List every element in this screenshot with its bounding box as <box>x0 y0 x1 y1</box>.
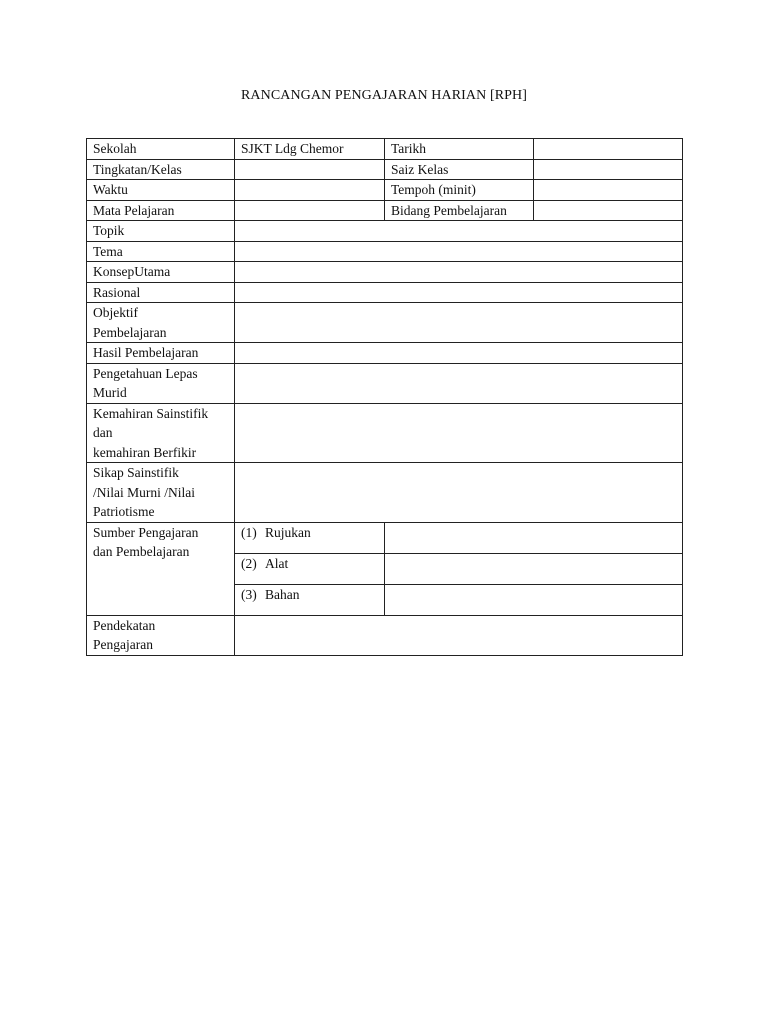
row-pendekatan <box>87 615 683 655</box>
label-topik: Topik <box>87 221 235 242</box>
label-tempoh: Tempoh (minit) <box>385 180 534 201</box>
row-mata-pelajaran <box>87 200 683 221</box>
label-rujukan <box>235 522 385 553</box>
row-pengetahuan-lepas <box>87 363 683 403</box>
label-pengetahuan-lepas: Pengetahuan Lepas Murid <box>87 363 235 403</box>
field-pengetahuan-lepas[interactable] <box>235 363 683 403</box>
field-rujukan[interactable] <box>385 522 683 553</box>
row-hasil-pembelajaran <box>87 343 683 364</box>
field-pendekatan[interactable] <box>235 615 683 655</box>
page-title: RANCANGAN PENGAJARAN HARIAN [RPH] <box>240 88 528 103</box>
field-sikap[interactable] <box>235 463 683 523</box>
label-saiz-kelas: Saiz Kelas <box>385 159 534 180</box>
field-kemahiran[interactable] <box>235 403 683 463</box>
row-rasional <box>87 282 683 303</box>
field-bidang-pembelajaran[interactable] <box>534 200 683 221</box>
field-waktu[interactable] <box>235 180 385 201</box>
label-tema: Tema <box>87 241 235 262</box>
field-tarikh[interactable] <box>534 139 683 160</box>
row-sikap <box>87 463 683 523</box>
label-sikap: Sikap Sainstifik /Nilai Murni /Nilai Patriotisme <box>87 463 235 523</box>
row-tingkatan <box>87 159 683 180</box>
row-konsep-utama <box>87 262 683 283</box>
label-alat-text: Alat <box>265 555 289 571</box>
row-topik <box>87 221 683 242</box>
field-topik[interactable] <box>235 221 683 242</box>
field-objektif[interactable] <box>235 303 683 343</box>
field-alat[interactable] <box>385 553 683 584</box>
label-kemahiran: Kemahiran Sainstifik dan kemahiran Berfikir <box>87 403 235 463</box>
label-bahan <box>235 584 385 615</box>
label-sumber: Sumber Pengajaran dan Pembelajaran <box>87 522 235 615</box>
label-objektif: Objektif Pembelajaran <box>87 303 235 343</box>
field-mata-pelajaran[interactable] <box>235 200 385 221</box>
label-pendekatan: Pendekatan Pengajaran <box>87 615 235 655</box>
row-sumber-1 <box>87 522 683 553</box>
number-rujukan: (1) <box>241 524 257 540</box>
label-tingkatan: Tingkatan/Kelas <box>87 159 235 180</box>
label-rujukan-text: Rujukan <box>265 524 311 540</box>
field-tingkatan[interactable] <box>235 159 385 180</box>
label-mata-pelajaran: Mata Pelajaran <box>87 200 235 221</box>
field-konsep-utama[interactable] <box>235 262 683 283</box>
number-alat: (2) <box>241 555 257 571</box>
row-kemahiran <box>87 403 683 463</box>
label-waktu: Waktu <box>87 180 235 201</box>
label-konsep-utama: KonsepUtama <box>87 262 235 283</box>
rph-form-table <box>86 138 683 656</box>
label-bahan-text: Bahan <box>265 586 300 602</box>
label-tarikh: Tarikh <box>385 139 534 160</box>
field-rasional[interactable] <box>235 282 683 303</box>
field-saiz-kelas[interactable] <box>534 159 683 180</box>
number-bahan: (3) <box>241 586 257 602</box>
label-hasil-pembelajaran: Hasil Pembelajaran <box>87 343 235 364</box>
field-tema[interactable] <box>235 241 683 262</box>
row-objektif <box>87 303 683 343</box>
row-waktu <box>87 180 683 201</box>
row-sekolah <box>87 139 683 160</box>
field-tempoh[interactable] <box>534 180 683 201</box>
label-alat <box>235 553 385 584</box>
label-sekolah: Sekolah <box>87 139 235 160</box>
row-tema <box>87 241 683 262</box>
field-hasil-pembelajaran[interactable] <box>235 343 683 364</box>
label-rasional: Rasional <box>87 282 235 303</box>
field-sekolah[interactable]: SJKT Ldg Chemor <box>235 139 385 160</box>
field-bahan[interactable] <box>385 584 683 615</box>
label-bidang-pembelajaran: Bidang Pembelajaran <box>385 200 534 221</box>
